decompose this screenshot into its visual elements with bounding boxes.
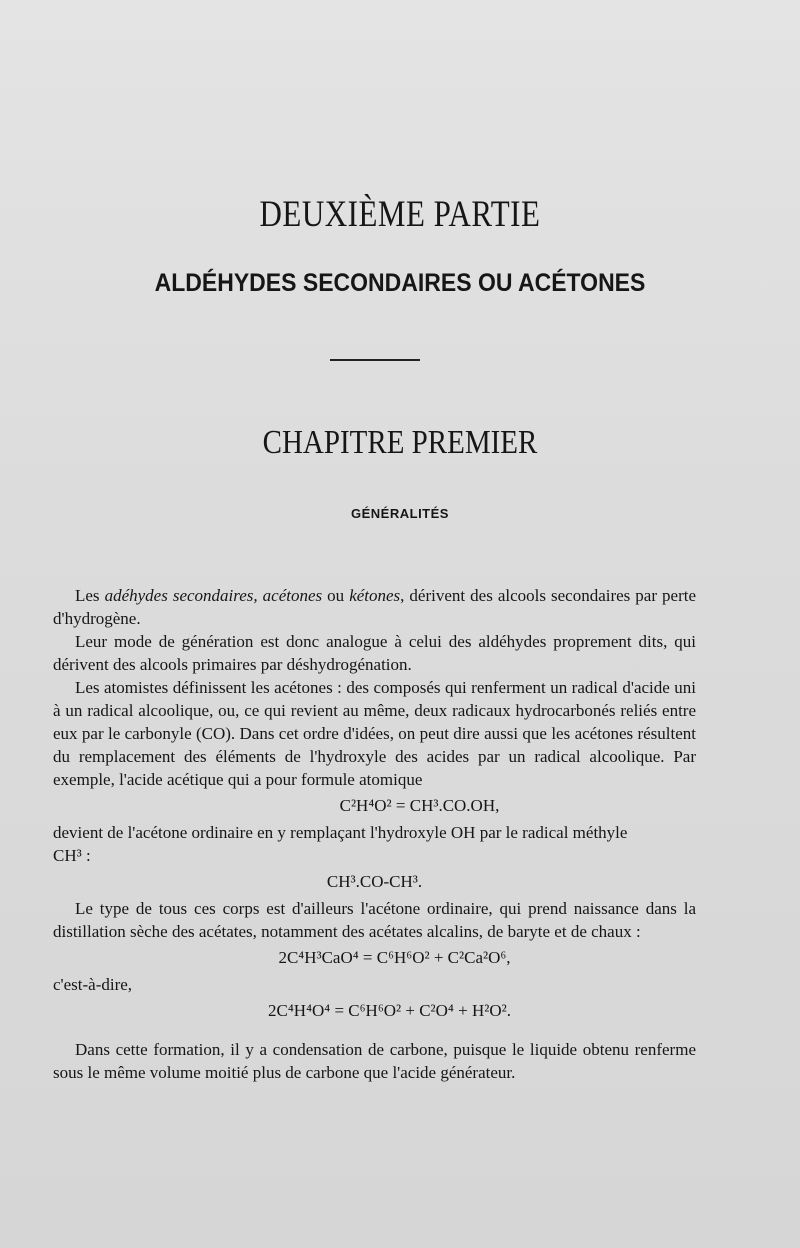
formula-acetic-acid: C²H⁴O² = CH³.CO.OH, [339,796,500,815]
formula-decomposition: 2C⁴H⁴O⁴ = C⁶H⁶O² + C²O⁴ + H²O². [268,1001,511,1020]
part-subtitle: ALDÉHYDES SECONDAIRES OU ACÉTONES [154,268,646,297]
formula-calcium-acetate: 2C⁴H³CaO⁴ = C⁶H⁶O² + C²Ca²O⁶, [278,948,511,967]
paragraph-1: Les adéhydes secondaires, acétones ou kétones, dérivent des alcools secondaires par perte d'hydrogène. [53,586,696,628]
part-title: DEUXIÈME PARTIE [259,193,541,235]
paragraph-3: Les atomistes définissent les acétones : des composés qui renferment un radical d'acide uni à un radical alcoolique, ou, ce qui revient au même, deux radicaux hydrocarbonés reliés entre eux par le carbonyle (CO). Dans cet ordre d'idées, on peut dire aussi que les acétones résultent du remplacement des éléments de l'hydroxyle des acides par un radical alcoolique. Par exemple, l'acide acétique qui a pour formule atomique [53,678,696,789]
section-divider [330,359,420,361]
section-title: GÉNÉRALITÉS [351,506,449,521]
formula-acetone: CH³.CO-CH³. [326,872,423,891]
body-text [53,584,696,1084]
paragraph-2: Leur mode de génération est donc analogue à celui des aldéhydes proprement dits, qui dérivent des alcools primaires par déshydrogénation. [53,632,696,674]
paragraph-4: devient de l'acétone ordinaire en y remplaçant l'hydroxyle OH par le radical méthyle CH³ : [53,823,628,865]
paragraph-7: Dans cette formation, il y a condensation de carbone, puisque le liquide obtenu renferme sous le même volume moitié plus de carbone que l'acide générateur. [53,1040,696,1082]
paragraph-5: Le type de tous ces corps est d'ailleurs l'acétone ordinaire, qui prend naissance dans la distillation sèche des acétates, notamment des acétates alcalins, de baryte et de chaux : [53,899,696,941]
paragraph-6: c'est-à-dire, [53,975,133,994]
chapter-title: CHAPITRE PREMIER [262,424,538,461]
